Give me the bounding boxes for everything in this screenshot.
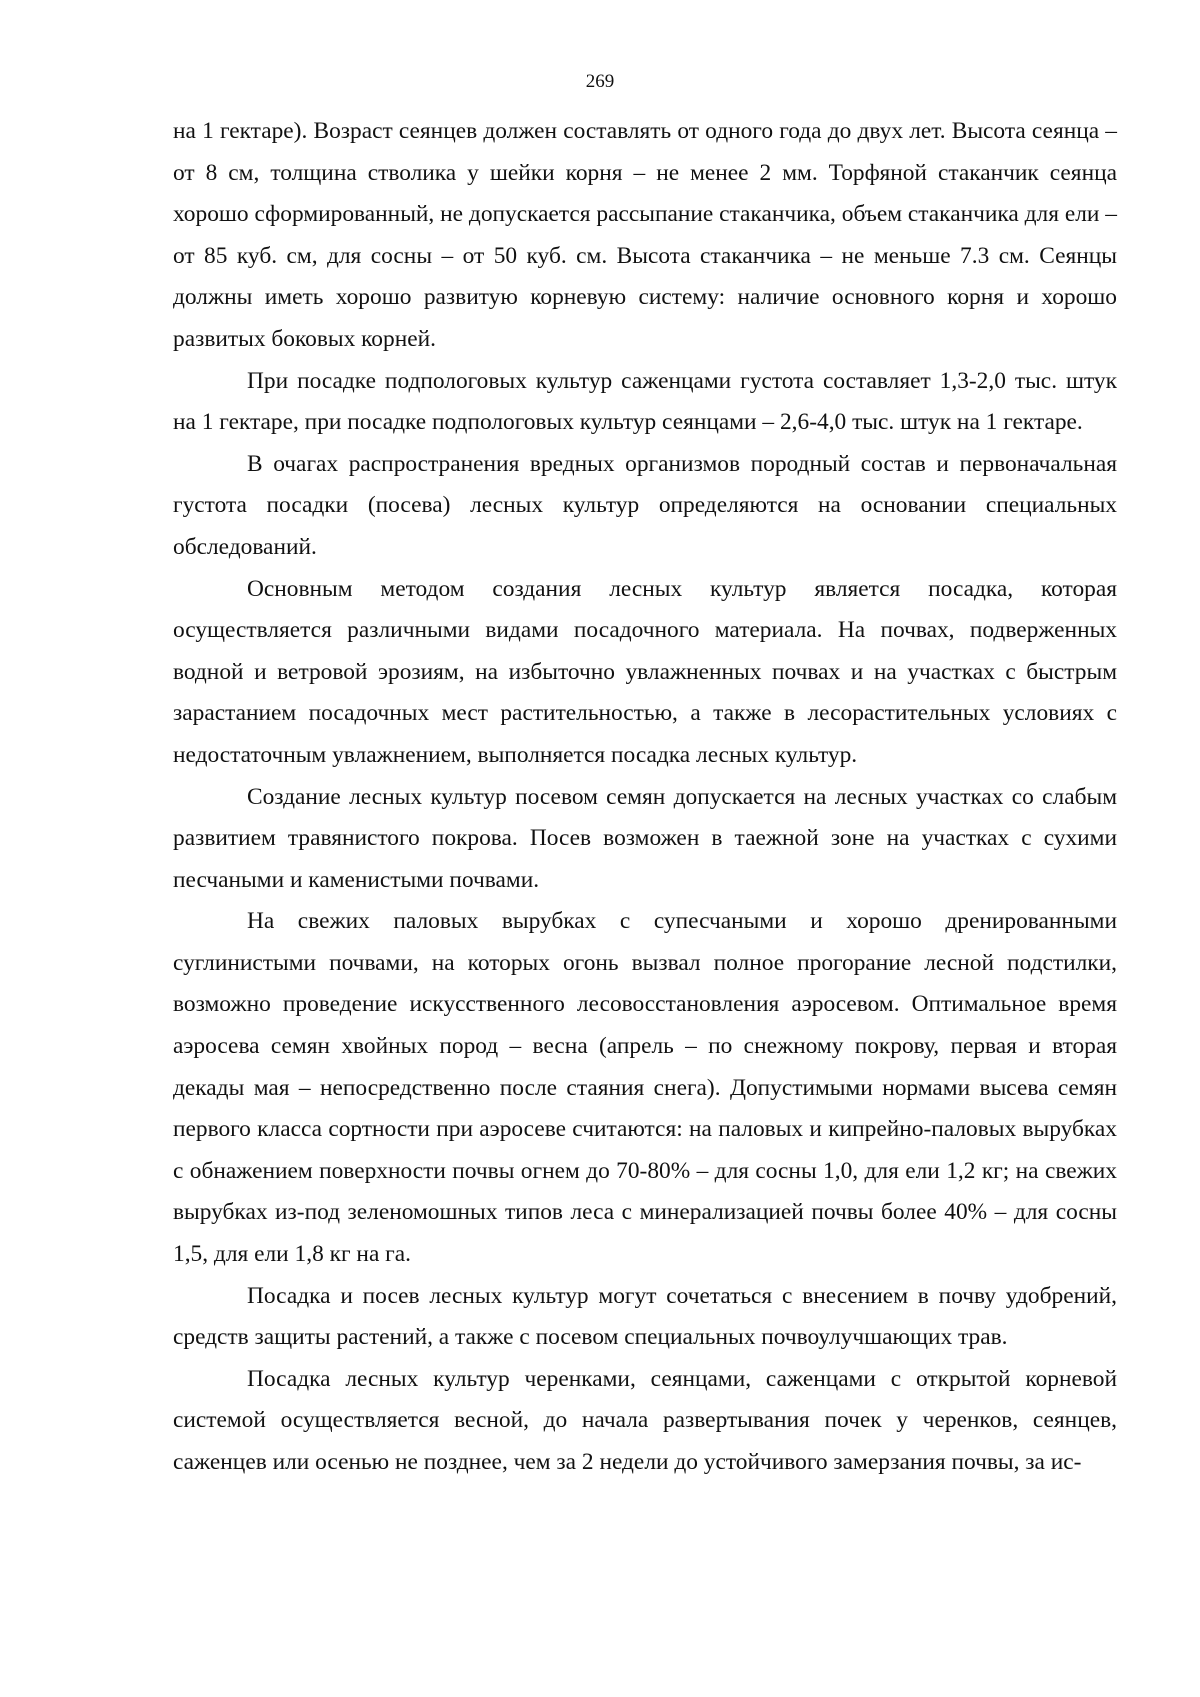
paragraph: На свежих паловых вырубках с супесчаными и хорошо дренированными суглинистыми почвами, на которых огонь вызвал полное прогорание лесной подстилки, возможно проведение искусственного лесовосстановления аэросевом. Оптимальное время аэросева семян хвойных пород – весна (апрель – по снежному покрову, первая и вторая декады мая – непосредственно после стаяния снега). Допустимыми нормами высева семян первого класса сортности при аэросеве считаются: на паловых и кипрейно-паловых вырубках с обнажением поверхности почвы огнем до 70-80% – для сосны 1,0, для ели 1,2 кг; на свежих вырубках из-под зеленомошных типов леса с минерализацией почвы более 40% – для сосны 1,5, для ели 1,8 кг на га.	[173, 908, 1117, 1268]
paragraph: При посадке подпологовых культур саженцами густота составляет 1,3-2,0 тыс. штук на 1 гектаре, при посадке подпологовых культур сеянцами – 2,6-4,0 тыс. штук на 1 гектаре.	[173, 367, 1117, 436]
paragraph: Посадка и посев лесных культур могут сочетаться с внесением в почву удобрений, средств защиты растений, а также с посевом специальных почвоулучшающих трав.	[173, 1282, 1117, 1351]
paragraph-continued: на 1 гектаре). Возраст сеянцев должен составлять от одного года до двух лет. Высота сеянца – от 8 см, толщина стволика у шейки корня – не менее 2 мм. Торфяной стаканчик сеянца хорошо сформированный, не допускается рассыпание стаканчика, объем стаканчика для ели – от 85 куб. см, для сосны – от 50 куб. см. Высота стаканчика – не меньше 7.3 см. Сеянцы должны иметь хорошо развитую корневую систему: наличие основного корня и хорошо развитых боковых корней.	[173, 118, 1117, 352]
page-number: 269	[585, 71, 615, 92]
document-body	[173, 111, 1117, 1484]
paragraph: Создание лесных культур посевом семян допускается на лесных участках со слабым развитием травянистого покрова. Посев возможен в таежной зоне на участках с сухими песчаными и каменистыми почвами.	[173, 783, 1117, 893]
paragraph: В очагах распространения вредных организмов породный состав и первоначальная густота посадки (посева) лесных культур определяются на основании специальных обследований.	[173, 450, 1117, 560]
paragraph: Основным методом создания лесных культур является посадка, которая осуществляется различными видами посадочного материала. На почвах, подверженных водной и ветровой эрозиям, на избыточно увлажненных почвах и на участках с быстрым зарастанием посадочных мест растительностью, а также в лесорастительных условиях с недостаточным увлажнением, выполняется посадка лесных культур.	[173, 575, 1117, 768]
paragraph: Посадка лесных культур черенками, сеянцами, саженцами с открытой корневой системой осуществляется весной, до начала развертывания почек у черенков, сеянцев, саженцев или осенью не позднее, чем за 2 недели до устойчивого замерзания почвы, за ис-	[173, 1365, 1117, 1475]
